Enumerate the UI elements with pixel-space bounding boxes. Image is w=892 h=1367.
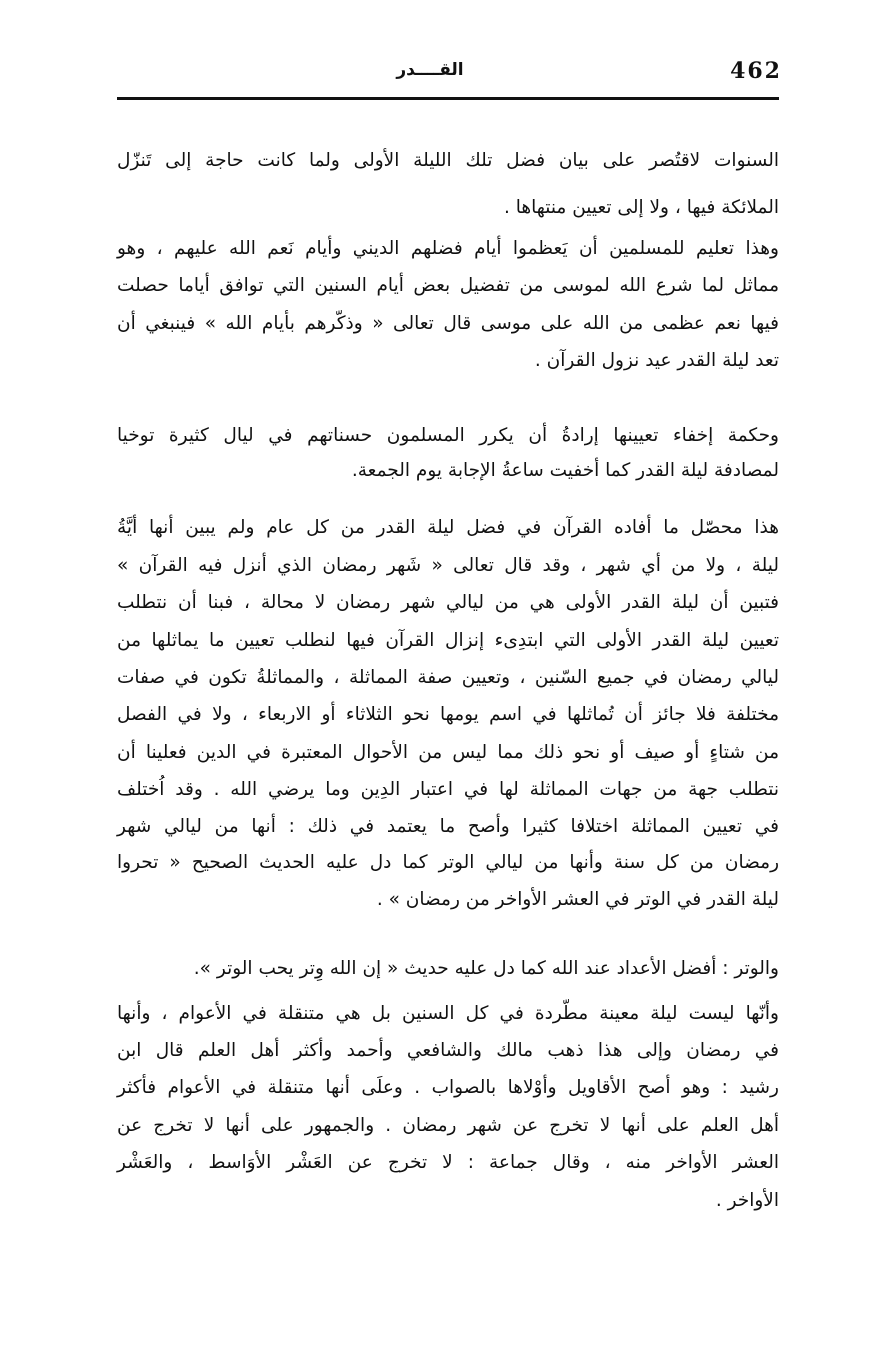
running-title: القــــدر [396,60,464,80]
text-line: تعيين ليلة القدر الأولى التي ابتدِىء إنزال القرآن فيها لنطلب تعيين ما يماثلها من [117,630,779,651]
text-line: وأنّها ليست ليلة معينة مطّردة في كل السنين بل هي متنقلة في الأعوام ، وأنها [117,1003,779,1024]
text-line: لمصادفة ليلة القدر كما أخفيت ساعةُ الإجابة يوم الجمعة. [351,460,779,481]
text-line: رشيد : وهو أصح الأقاويل وأوْلاها بالصواب . وعلَى أنها متنقلة في الأعوام فأكثر [117,1077,779,1098]
text-line: تعد ليلة القدر عيد نزول القرآن . [534,350,779,371]
text-line: نتطلب جهة من جهات المماثلة لها في اعتبار الدِين وما يرضي الله . وقد اُختلف [117,779,779,800]
text-line: الأواخر . [715,1190,779,1211]
text-line: وهذا تعليم للمسلمين أن يَعظموا أيام فضلهم الديني وأيام نَعم الله عليهم ، وهو [117,238,779,259]
text-line: والوتر : أفضل الأعداد عند الله كما دل عليه حديث « إن الله وِتر يحب الوتر ». [193,958,779,979]
header-rule [117,97,779,100]
text-line: هذا محصّل ما أفاده القرآن في فضل ليلة القدر من كل عام ولم يبين أنها أيَّةُ [117,517,779,538]
text-line: مختلفة فلا جائز أن تُماثلها في اسم يومها نحو الثلاثاء أو الاربعاء ، ولا في الفصل [117,704,779,725]
text-line: السنوات لاقتُصر على بيان فضل تلك الليلة الأولى ولما كانت حاجة إلى تَنزّل [117,150,779,171]
page-number: 462 [730,58,782,84]
text-line: في رمضان وإلى هذا ذهب مالك والشافعي وأحمد وأكثر أهل العلم قال ابن [117,1040,779,1061]
text-line: رمضان من كل سنة وأنها من ليالي الوتر كما دل عليه الحديث الصحيح « تحروا [117,852,779,873]
text-line: الملائكة فيها ، ولا إلى تعيين منتهاها . [503,197,779,218]
text-line: أهل العلم على أنها لا تخرج عن شهر رمضان . والجمهور على أنها لا تخرج عن [117,1115,779,1136]
text-line: العشر الأواخر منه ، وقال جماعة : لا تخرج عن العَشْر الأوَاسط ، والعَشْر [117,1152,779,1173]
text-line: فيها نعم عظمى من الله على موسى قال تعالى « وذكّرهم بأيام الله » فينبغي أن [117,313,779,334]
text-line: ليلة ، ولا من أي شهر ، وقد قال تعالى « شَهر رمضان الذي أنزل فيه القرآن » [117,555,779,576]
text-line: مماثل لما شرع الله لموسى من تفضيل بعض أيام السنين التي توافق أياما حصلت [117,275,779,296]
text-line: من شتاءٍ أو صيف أو نحو ذلك مما ليس من الأحوال المعتبرة في الدين فعلينا أن [117,742,779,763]
text-line: في تعيين المماثلة اختلافا كثيرا وأصح ما يعتمد في ذلك : أنها من ليالي شهر [117,816,779,837]
text-line: وحكمة إخفاء تعيينها إرادةُ أن يكرر المسلمون حسناتهم في ليال كثيرة توخيا [117,425,779,446]
text-line: فتبين أن ليلة القدر الأولى هي من ليالي شهر رمضان لا محالة ، فبنا أن نتطلب [117,592,779,613]
text-line: ليلة القدر في الوتر في العشر الأواخر من رمضان » . [376,889,779,910]
text-line: ليالي رمضان في جميع السّنين ، وتعيين صفة المماثلة ، والمماثلةُ تكون في صفات [117,667,779,688]
